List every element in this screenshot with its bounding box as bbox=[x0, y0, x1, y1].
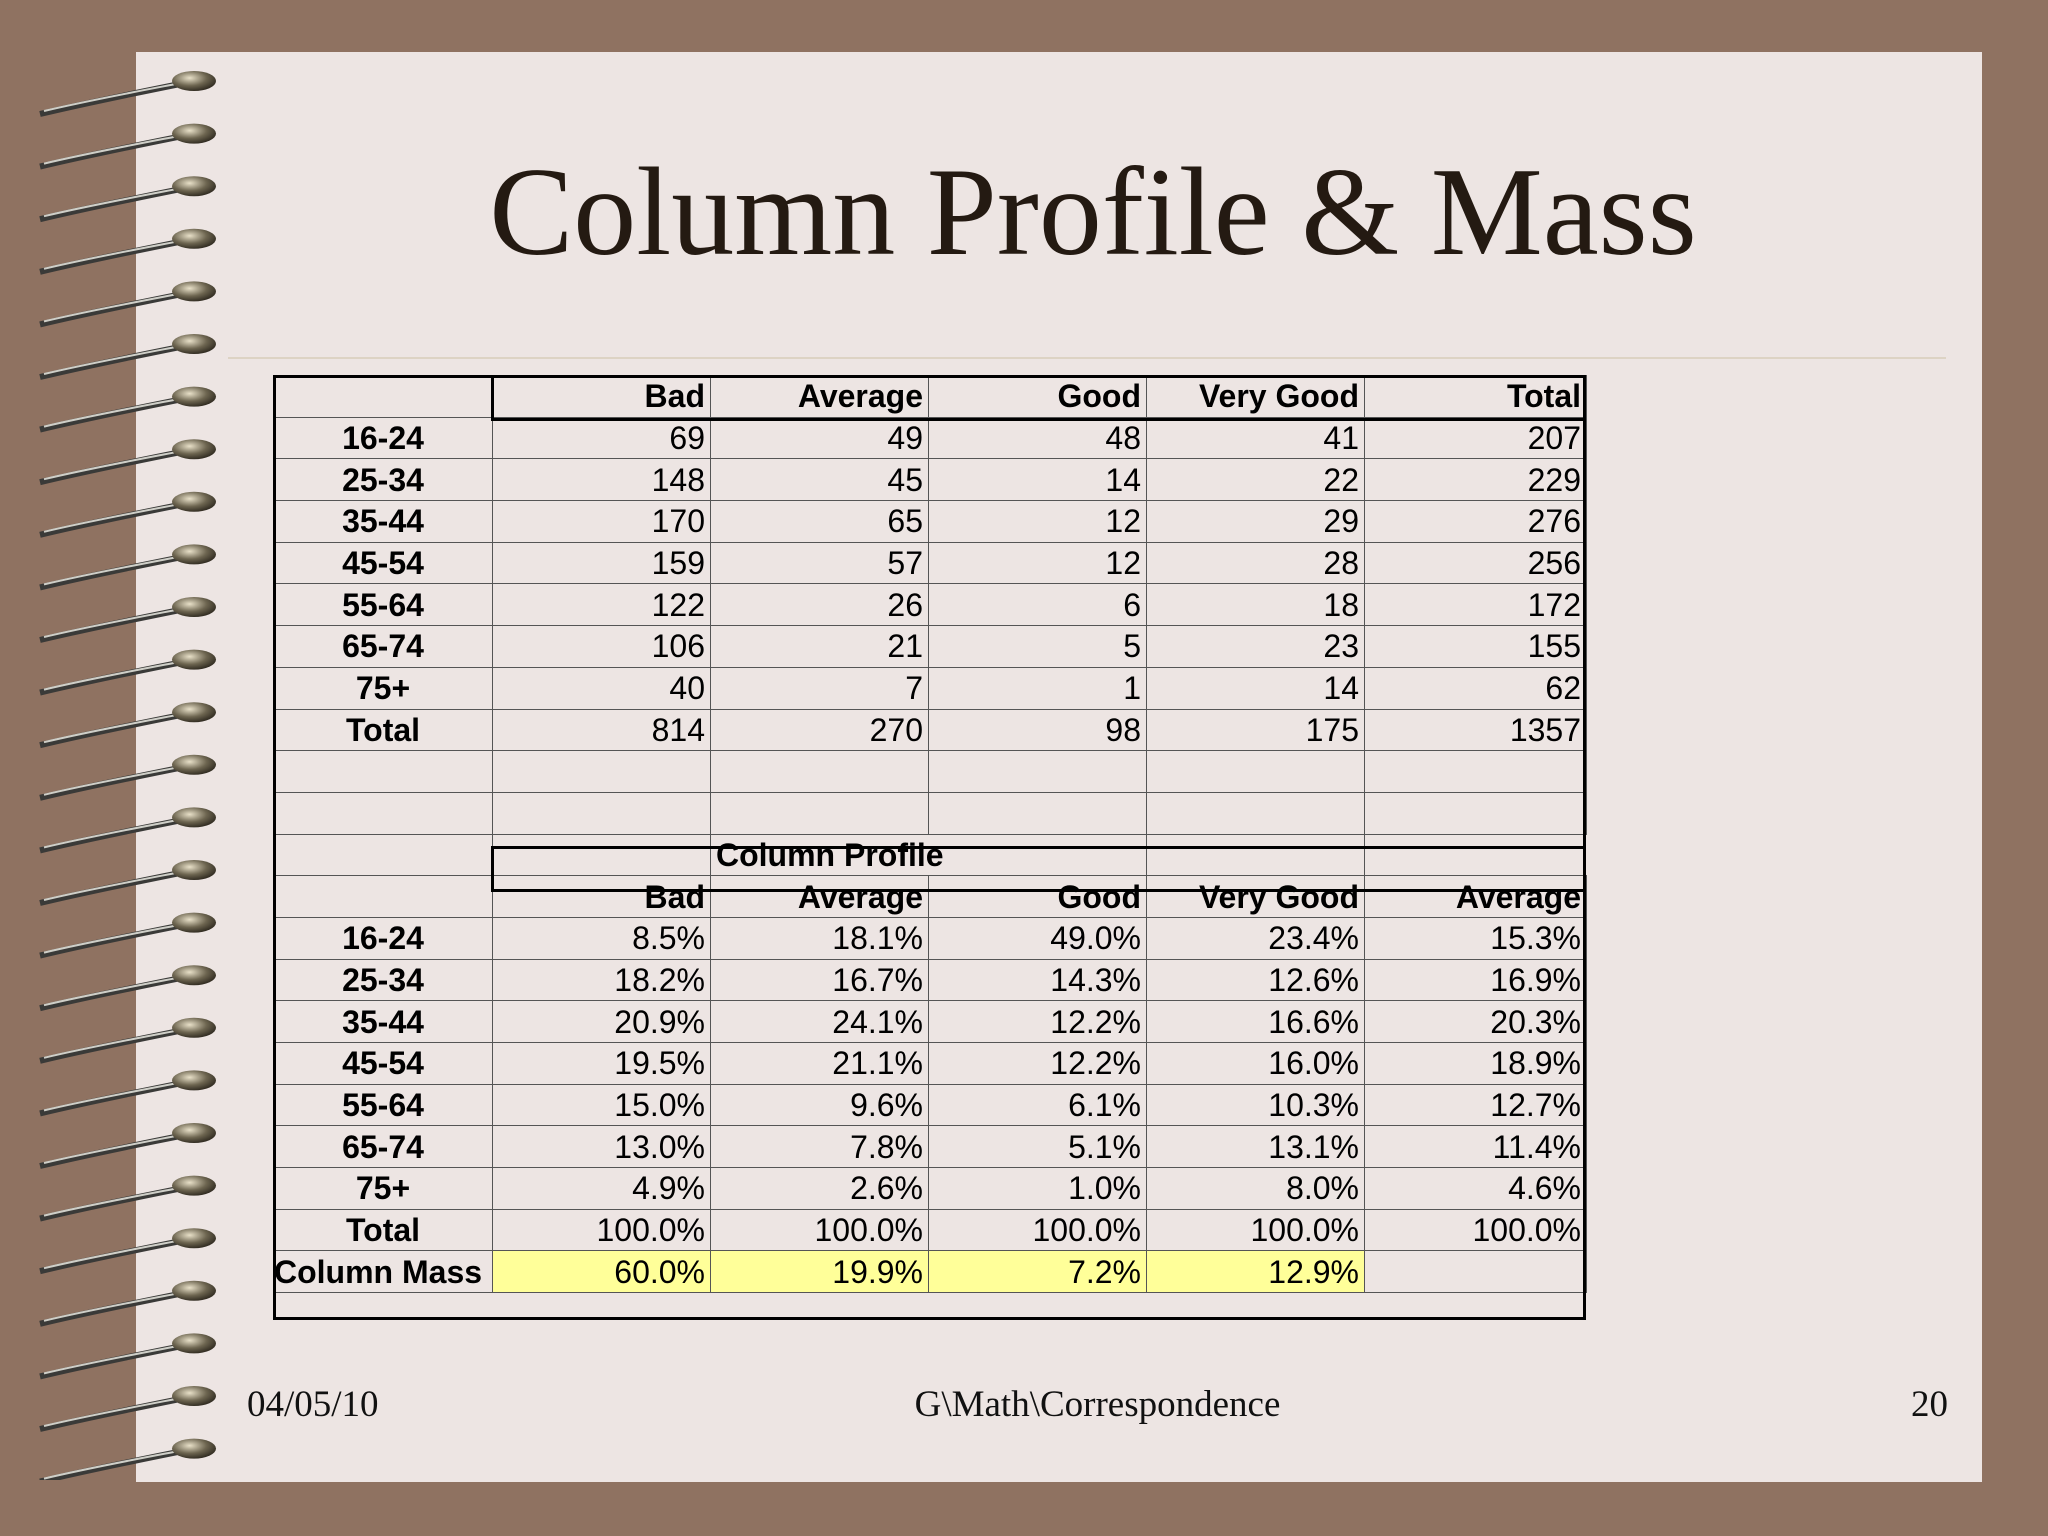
table-cell: 256 bbox=[1365, 542, 1587, 584]
empty-cell bbox=[711, 792, 929, 834]
row-label: 16-24 bbox=[274, 917, 493, 959]
ring-wire bbox=[40, 345, 190, 377]
empty-cell bbox=[274, 834, 493, 876]
title-divider bbox=[228, 357, 1946, 359]
table-cell: 48 bbox=[929, 417, 1147, 459]
empty-cell bbox=[1365, 792, 1587, 834]
table-cell: 100.0% bbox=[1365, 1209, 1587, 1251]
table-cell: 12.7% bbox=[1365, 1084, 1587, 1126]
table-cell: 172 bbox=[1365, 584, 1587, 626]
table-cell: 9.6% bbox=[711, 1084, 929, 1126]
table-cell: 4.6% bbox=[1365, 1168, 1587, 1210]
ring-wire bbox=[40, 450, 190, 482]
ring-wire bbox=[40, 924, 190, 956]
table-cell: 6 bbox=[929, 584, 1147, 626]
table-cell: 122 bbox=[493, 584, 711, 626]
empty-cell bbox=[711, 751, 929, 793]
empty-cell bbox=[929, 751, 1147, 793]
table-cell: 4.9% bbox=[493, 1168, 711, 1210]
table-cell: 8.0% bbox=[1147, 1168, 1365, 1210]
empty-cell bbox=[1147, 834, 1365, 876]
ring-hole bbox=[172, 650, 216, 670]
table-cell: 45 bbox=[711, 459, 929, 501]
row-label: 65-74 bbox=[274, 1126, 493, 1168]
row-label: 75+ bbox=[274, 1168, 493, 1210]
table-cell: 26 bbox=[711, 584, 929, 626]
column-header: Bad bbox=[493, 376, 711, 418]
row-label: Total bbox=[274, 709, 493, 751]
table-cell: 98 bbox=[929, 709, 1147, 751]
table-cell: 14 bbox=[929, 459, 1147, 501]
profile-row bbox=[274, 1084, 1587, 1126]
table-cell: 100.0% bbox=[493, 1209, 711, 1251]
profile-row bbox=[274, 959, 1587, 1001]
ring-hole bbox=[172, 1070, 216, 1090]
table-cell: 8.5% bbox=[493, 917, 711, 959]
table-cell: 270 bbox=[711, 709, 929, 751]
table-cell: 7.8% bbox=[711, 1126, 929, 1168]
row-label: 35-44 bbox=[274, 501, 493, 543]
table-cell: 10.3% bbox=[1147, 1084, 1365, 1126]
table-cell: 15.3% bbox=[1365, 917, 1587, 959]
table-header-row bbox=[274, 376, 1587, 418]
ring-hole bbox=[172, 755, 216, 775]
ring-hole bbox=[172, 281, 216, 301]
table-row bbox=[274, 542, 1587, 584]
mass-cell: 19.9% bbox=[711, 1251, 929, 1293]
table-cell: 12 bbox=[929, 501, 1147, 543]
ring-wire bbox=[40, 1187, 190, 1219]
profile-row bbox=[274, 1001, 1587, 1043]
ring-hole bbox=[172, 1439, 216, 1459]
profile-header-row bbox=[274, 876, 1587, 918]
profile-row bbox=[274, 1126, 1587, 1168]
table-cell: 5 bbox=[929, 626, 1147, 668]
column-header: Very Good bbox=[1147, 376, 1365, 418]
ring-hole bbox=[172, 1228, 216, 1248]
table-cell: 16.0% bbox=[1147, 1043, 1365, 1085]
table-cell: 5.1% bbox=[929, 1126, 1147, 1168]
profile-row bbox=[274, 1209, 1587, 1251]
data-table bbox=[273, 375, 1587, 1293]
table-cell: 148 bbox=[493, 459, 711, 501]
row-label: 75+ bbox=[274, 667, 493, 709]
table-cell: 1357 bbox=[1365, 709, 1587, 751]
empty-cell bbox=[493, 792, 711, 834]
table-cell: 20.9% bbox=[493, 1001, 711, 1043]
blank-row bbox=[274, 751, 1587, 793]
table-row bbox=[274, 459, 1587, 501]
ring-wire bbox=[40, 1239, 190, 1271]
table-cell: 1 bbox=[929, 667, 1147, 709]
table-cell: 16.7% bbox=[711, 959, 929, 1001]
ring-hole bbox=[172, 965, 216, 985]
ring-wire bbox=[40, 1029, 190, 1061]
footer-path: G\Math\Correspondence bbox=[914, 1384, 1281, 1425]
column-header: Good bbox=[929, 876, 1147, 918]
table-row bbox=[274, 626, 1587, 668]
table-cell: 12 bbox=[929, 542, 1147, 584]
ring-wire bbox=[40, 871, 190, 903]
table-cell: 12.2% bbox=[929, 1001, 1147, 1043]
table-cell: 6.1% bbox=[929, 1084, 1147, 1126]
mass-label: Column Mass bbox=[274, 1251, 493, 1293]
table-cell: 19.5% bbox=[493, 1043, 711, 1085]
table-cell: 18.9% bbox=[1365, 1043, 1587, 1085]
table-cell: 24.1% bbox=[711, 1001, 929, 1043]
ring-hole bbox=[172, 124, 216, 144]
table-cell: 2.6% bbox=[711, 1168, 929, 1210]
empty-cell bbox=[1365, 1251, 1587, 1293]
mass-cell: 12.9% bbox=[1147, 1251, 1365, 1293]
table-cell: 100.0% bbox=[711, 1209, 929, 1251]
ring-hole bbox=[172, 387, 216, 407]
empty-cell bbox=[929, 792, 1147, 834]
profile-row bbox=[274, 917, 1587, 959]
ring-hole bbox=[172, 1333, 216, 1353]
row-label: 55-64 bbox=[274, 584, 493, 626]
footer-date: 04/05/10 bbox=[247, 1384, 379, 1425]
ring-wire bbox=[40, 292, 190, 324]
row-label: 25-34 bbox=[274, 959, 493, 1001]
table-cell: 57 bbox=[711, 542, 929, 584]
table-cell: 69 bbox=[493, 417, 711, 459]
table-cell: 100.0% bbox=[1147, 1209, 1365, 1251]
row-label: 55-64 bbox=[274, 1084, 493, 1126]
table-row bbox=[274, 709, 1587, 751]
ring-wire bbox=[40, 1134, 190, 1166]
table-row bbox=[274, 584, 1587, 626]
table-cell: 65 bbox=[711, 501, 929, 543]
table-cell: 18.2% bbox=[493, 959, 711, 1001]
table-cell: 100.0% bbox=[929, 1209, 1147, 1251]
empty-cell bbox=[1365, 751, 1587, 793]
table-cell: 229 bbox=[1365, 459, 1587, 501]
column-header bbox=[274, 876, 493, 918]
ring-hole bbox=[172, 702, 216, 722]
row-label: 16-24 bbox=[274, 417, 493, 459]
ring-wire bbox=[40, 503, 190, 535]
column-header: Bad bbox=[493, 876, 711, 918]
ring-wire bbox=[40, 1081, 190, 1113]
ring-hole bbox=[172, 439, 216, 459]
table-cell: 14 bbox=[1147, 667, 1365, 709]
ring-wire bbox=[40, 713, 190, 745]
slide-title: Column Profile & Mass bbox=[489, 143, 1697, 282]
table-cell: 16.6% bbox=[1147, 1001, 1365, 1043]
table-cell: 28 bbox=[1147, 542, 1365, 584]
table-cell: 40 bbox=[493, 667, 711, 709]
ring-hole bbox=[172, 334, 216, 354]
profile-row bbox=[274, 1168, 1587, 1210]
ring-wire bbox=[40, 608, 190, 640]
column-mass-row bbox=[274, 1251, 1587, 1293]
row-label: Total bbox=[274, 1209, 493, 1251]
table-cell: 16.9% bbox=[1365, 959, 1587, 1001]
ring-hole bbox=[172, 71, 216, 91]
ring-hole bbox=[172, 807, 216, 827]
ring-wire bbox=[40, 766, 190, 798]
table-cell: 21 bbox=[711, 626, 929, 668]
page-number: 20 bbox=[1911, 1384, 1948, 1425]
table-cell: 20.3% bbox=[1365, 1001, 1587, 1043]
ring-wire bbox=[40, 1344, 190, 1376]
table-cell: 49 bbox=[711, 417, 929, 459]
table-row bbox=[274, 417, 1587, 459]
row-label: 65-74 bbox=[274, 626, 493, 668]
row-label: 35-44 bbox=[274, 1001, 493, 1043]
table-cell: 12.6% bbox=[1147, 959, 1365, 1001]
table-cell: 22 bbox=[1147, 459, 1365, 501]
table-cell: 175 bbox=[1147, 709, 1365, 751]
column-header: Average bbox=[1365, 876, 1587, 918]
empty-cell bbox=[1147, 751, 1365, 793]
ring-wire bbox=[40, 398, 190, 430]
ring-wire bbox=[40, 976, 190, 1008]
ring-hole bbox=[172, 913, 216, 933]
column-header: Total bbox=[1365, 376, 1587, 418]
column-header: Very Good bbox=[1147, 876, 1365, 918]
table-cell: 12.2% bbox=[929, 1043, 1147, 1085]
empty-cell bbox=[493, 751, 711, 793]
ring-hole bbox=[172, 1281, 216, 1301]
table-cell: 207 bbox=[1365, 417, 1587, 459]
table-cell: 106 bbox=[493, 626, 711, 668]
ring-wire bbox=[40, 1292, 190, 1324]
ring-hole bbox=[172, 1176, 216, 1196]
empty-cell bbox=[274, 792, 493, 834]
column-header: Good bbox=[929, 376, 1147, 418]
empty-cell bbox=[274, 751, 493, 793]
profile-title-row bbox=[274, 834, 1587, 876]
table-cell: 21.1% bbox=[711, 1043, 929, 1085]
ring-hole bbox=[172, 492, 216, 512]
ring-hole bbox=[172, 1123, 216, 1143]
table-cell: 1.0% bbox=[929, 1168, 1147, 1210]
table-cell: 159 bbox=[493, 542, 711, 584]
table-cell: 49.0% bbox=[929, 917, 1147, 959]
ring-wire bbox=[40, 661, 190, 693]
blank-row bbox=[274, 792, 1587, 834]
table-cell: 13.0% bbox=[493, 1126, 711, 1168]
table-cell: 13.1% bbox=[1147, 1126, 1365, 1168]
table-cell: 11.4% bbox=[1365, 1126, 1587, 1168]
table-cell: 155 bbox=[1365, 626, 1587, 668]
table-cell: 62 bbox=[1365, 667, 1587, 709]
mass-cell: 7.2% bbox=[929, 1251, 1147, 1293]
row-label: 25-34 bbox=[274, 459, 493, 501]
empty-cell bbox=[1147, 792, 1365, 834]
table-cell: 276 bbox=[1365, 501, 1587, 543]
ring-hole bbox=[172, 1018, 216, 1038]
row-label: 45-54 bbox=[274, 542, 493, 584]
column-header: Average bbox=[711, 376, 929, 418]
ring-hole bbox=[172, 597, 216, 617]
table-row bbox=[274, 667, 1587, 709]
table-cell: 7 bbox=[711, 667, 929, 709]
profile-row bbox=[274, 1043, 1587, 1085]
table-cell: 170 bbox=[493, 501, 711, 543]
table-cell: 29 bbox=[1147, 501, 1365, 543]
profile-title: Column Profile bbox=[711, 834, 1147, 876]
table-cell: 41 bbox=[1147, 417, 1365, 459]
table-cell: 18.1% bbox=[711, 917, 929, 959]
column-header bbox=[274, 376, 493, 418]
ring-wire bbox=[40, 818, 190, 850]
table-cell: 23.4% bbox=[1147, 917, 1365, 959]
ring-wire bbox=[40, 82, 190, 114]
table-cell: 15.0% bbox=[493, 1084, 711, 1126]
empty-cell bbox=[493, 834, 711, 876]
ring-hole bbox=[172, 860, 216, 880]
ring-wire bbox=[40, 555, 190, 587]
table-cell: 18 bbox=[1147, 584, 1365, 626]
table-cell: 23 bbox=[1147, 626, 1365, 668]
row-label: 45-54 bbox=[274, 1043, 493, 1085]
table-cell: 14.3% bbox=[929, 959, 1147, 1001]
table-row bbox=[274, 501, 1587, 543]
column-header: Average bbox=[711, 876, 929, 918]
table-cell: 814 bbox=[493, 709, 711, 751]
ring-hole bbox=[172, 544, 216, 564]
mass-cell: 60.0% bbox=[493, 1251, 711, 1293]
